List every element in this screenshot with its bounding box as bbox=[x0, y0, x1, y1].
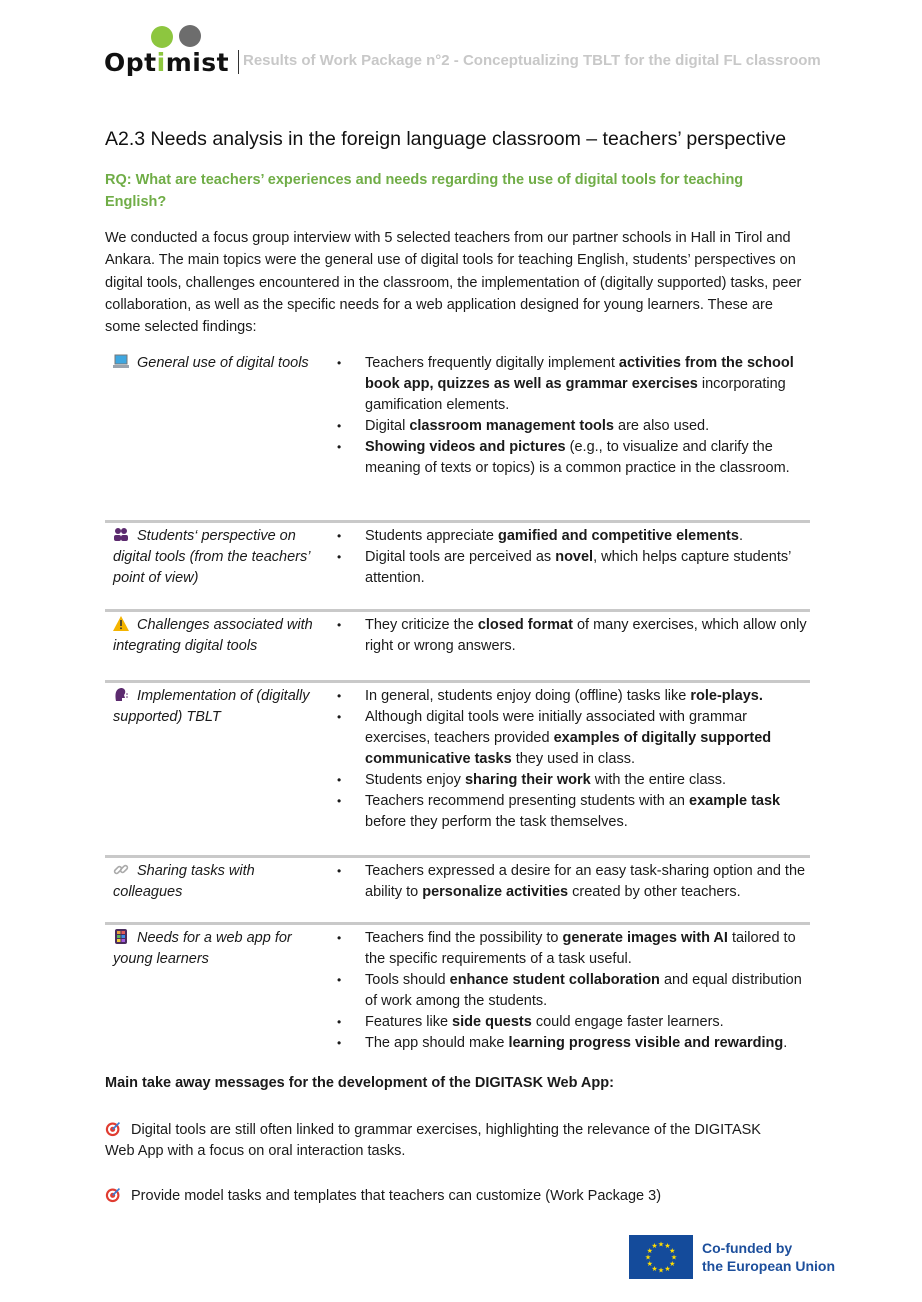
finding-category-label: Needs for a web app for young learners bbox=[113, 930, 292, 967]
finding-text: with the entire class. bbox=[590, 772, 727, 788]
takeaway-text: Digital tools are still often linked to grammar exercises, highlighting the relevance of the DIGITASK Web App with a focus on oral interaction tasks. bbox=[105, 1122, 761, 1159]
eu-funding-badge bbox=[629, 1235, 849, 1281]
finding-emphasis: Showing videos and pictures bbox=[365, 439, 566, 455]
finding-point bbox=[337, 928, 810, 970]
finding-text: They criticize the bbox=[365, 617, 478, 633]
page-header bbox=[104, 22, 824, 78]
eu-star-icon: ★ bbox=[657, 1267, 665, 1275]
finding-point bbox=[337, 615, 810, 657]
finding-point bbox=[337, 416, 810, 437]
header-divider bbox=[238, 50, 239, 74]
finding-category-label: Students‘ perspective on digital tools (from the teachers’ point of view) bbox=[113, 528, 310, 586]
finding-text: created by other teachers. bbox=[568, 884, 741, 900]
header-title: Results of Work Package n°2 - Conceptualizing TBLT for the digital FL classroom bbox=[243, 52, 821, 69]
eu-star-icon: ★ bbox=[646, 1261, 653, 1268]
finding-points bbox=[313, 612, 810, 680]
speech-bubble-green-icon bbox=[151, 26, 173, 48]
findings-row bbox=[105, 683, 810, 858]
finding-text: The app should make bbox=[365, 1035, 509, 1051]
finding-text: Teachers frequently digitally implement bbox=[365, 355, 619, 371]
eu-star-icon: ★ bbox=[664, 1265, 671, 1273]
finding-text: of many exercises, which allow only right or wrong answers. bbox=[365, 617, 807, 654]
finding-text: Tools should bbox=[365, 972, 450, 988]
eu-line-2: the European Union bbox=[702, 1258, 835, 1274]
logo-i: i bbox=[156, 48, 166, 77]
eu-star-icon: ★ bbox=[664, 1243, 671, 1251]
finding-text: tailored to the specific requirements of a task useful. bbox=[365, 930, 796, 967]
finding-text: could engage faster learners. bbox=[531, 1014, 724, 1030]
finding-category-label: General use of digital tools bbox=[137, 355, 309, 371]
eu-star-icon: ★ bbox=[670, 1254, 678, 1262]
finding-emphasis: closed format bbox=[477, 617, 573, 633]
finding-text: incorporating gamification elements. bbox=[365, 376, 786, 413]
finding-point bbox=[337, 686, 810, 707]
finding-point bbox=[337, 707, 810, 770]
finding-category bbox=[105, 612, 313, 680]
finding-point bbox=[337, 437, 810, 479]
takeaway-message bbox=[105, 1120, 785, 1162]
finding-point bbox=[337, 526, 810, 547]
eu-star-icon: ★ bbox=[669, 1248, 676, 1255]
eu-flag-icon bbox=[629, 1235, 693, 1279]
finding-text: . bbox=[783, 1035, 788, 1051]
finding-text: Digital tools are perceived as bbox=[365, 549, 556, 565]
finding-text: and equal distribution of work among the students. bbox=[365, 972, 802, 1009]
findings-row bbox=[105, 925, 810, 1065]
eu-star-icon: ★ bbox=[669, 1261, 676, 1268]
target-icon bbox=[105, 1186, 122, 1203]
people-icon bbox=[113, 527, 129, 542]
finding-category bbox=[105, 523, 313, 609]
eu-funding-text bbox=[702, 1239, 835, 1275]
finding-point bbox=[337, 861, 810, 903]
takeaways-heading: Main take away messages for the development of the DIGITASK Web App: bbox=[105, 1075, 614, 1091]
app-grid-icon bbox=[113, 929, 129, 944]
finding-point bbox=[337, 770, 810, 791]
finding-text: Digital bbox=[365, 418, 410, 434]
finding-emphasis: enhance student collaboration bbox=[449, 972, 660, 988]
findings-row bbox=[105, 523, 810, 612]
finding-category-label: Implementation of (digitally supported) TBLT bbox=[113, 688, 310, 725]
finding-emphasis: examples of digitally supported communicative tasks bbox=[365, 730, 772, 767]
finding-emphasis: classroom management tools bbox=[409, 418, 614, 434]
finding-text: In general, students enjoy doing (offline) tasks like bbox=[365, 688, 691, 704]
finding-point bbox=[337, 547, 810, 589]
finding-category bbox=[105, 350, 313, 520]
finding-text: Teachers expressed a desire for an easy task-sharing option and the ability to bbox=[365, 863, 806, 900]
finding-emphasis: activities from the school book app, quizzes as well as grammar exercises bbox=[365, 355, 794, 392]
logo-wordmark bbox=[104, 48, 229, 77]
speaking-head-icon bbox=[113, 687, 129, 702]
finding-points bbox=[313, 858, 810, 922]
optimist-logo bbox=[104, 22, 228, 78]
section-heading: A2.3 Needs analysis in the foreign language classroom – teachers’ perspective bbox=[105, 128, 787, 150]
finding-point bbox=[337, 791, 810, 833]
logo-suffix: mist bbox=[165, 48, 230, 77]
finding-points bbox=[313, 925, 810, 1065]
finding-text: Teachers find the possibility to bbox=[365, 930, 563, 946]
finding-points bbox=[313, 523, 810, 609]
laptop-icon bbox=[113, 354, 129, 369]
link-icon bbox=[113, 862, 129, 877]
finding-text: , which helps capture students’ attention. bbox=[365, 549, 791, 586]
finding-emphasis: role-plays. bbox=[690, 688, 763, 704]
eu-star-icon: ★ bbox=[651, 1265, 658, 1273]
eu-star-icon: ★ bbox=[644, 1254, 652, 1262]
finding-emphasis: gamified and competitive elements bbox=[498, 528, 739, 544]
eu-star-icon: ★ bbox=[651, 1243, 658, 1251]
finding-category bbox=[105, 683, 313, 855]
logo-prefix: Opt bbox=[104, 48, 157, 77]
finding-text: Features like bbox=[365, 1014, 453, 1030]
finding-emphasis: novel bbox=[555, 549, 594, 565]
finding-text: Students appreciate bbox=[365, 528, 499, 544]
finding-text: Although digital tools were initially associated with grammar exercises, teachers provided bbox=[365, 709, 748, 746]
finding-points bbox=[313, 350, 810, 520]
finding-category bbox=[105, 925, 313, 1065]
finding-emphasis: side quests bbox=[452, 1014, 532, 1030]
finding-category-label: Challenges associated with integrating digital tools bbox=[113, 617, 313, 654]
finding-emphasis: personalize activities bbox=[422, 884, 569, 900]
finding-emphasis: generate images with AI bbox=[562, 930, 728, 946]
finding-text: Teachers recommend presenting students with an bbox=[365, 793, 690, 809]
finding-text: Students enjoy bbox=[365, 772, 465, 788]
finding-emphasis: sharing their work bbox=[464, 772, 591, 788]
finding-emphasis: learning progress visible and rewarding bbox=[508, 1035, 784, 1051]
finding-point bbox=[337, 353, 810, 416]
findings-row bbox=[105, 350, 810, 523]
research-question: RQ: What are teachers’ experiences and needs regarding the use of digital tools for teaching English? bbox=[105, 172, 744, 210]
finding-point bbox=[337, 1012, 810, 1033]
warning-icon bbox=[113, 616, 129, 631]
finding-point bbox=[337, 970, 810, 1012]
finding-text: they used in class. bbox=[511, 751, 636, 767]
finding-point bbox=[337, 1033, 810, 1054]
findings-table bbox=[105, 350, 810, 1065]
takeaway-text: Provide model tasks and templates that teachers can customize (Work Package 3) bbox=[131, 1188, 662, 1204]
takeaway-message bbox=[105, 1186, 785, 1207]
speech-bubble-gray-icon bbox=[179, 25, 201, 47]
findings-row bbox=[105, 858, 810, 925]
finding-text: . bbox=[738, 528, 743, 544]
target-icon bbox=[105, 1120, 122, 1137]
eu-star-icon: ★ bbox=[646, 1248, 653, 1255]
findings-row bbox=[105, 612, 810, 683]
finding-category-label: Sharing tasks with colleagues bbox=[113, 863, 255, 900]
eu-star-icon: ★ bbox=[657, 1241, 665, 1249]
eu-line-1: Co-funded by bbox=[702, 1240, 793, 1256]
finding-text: before they perform the task themselves. bbox=[365, 814, 628, 830]
finding-text: are also used. bbox=[614, 418, 710, 434]
finding-text: (e.g., to visualize and clarify the meaning of texts or topics) is a common practice in the classroom. bbox=[365, 439, 790, 476]
finding-emphasis: example task bbox=[689, 793, 781, 809]
intro-paragraph: We conducted a focus group interview with 5 selected teachers from our partner schools in Hall in Tirol and Ankara. The main topics were the general use of digital tools for teaching English, students’ perspectives on digital tools, challenges encountered in the classroom, the implementation of (digitally supported) tasks, peer collaboration, as well as the specific needs for a web application designed for young learners. These are some selected findings: bbox=[105, 230, 802, 336]
finding-points bbox=[313, 683, 810, 855]
finding-category bbox=[105, 858, 313, 922]
